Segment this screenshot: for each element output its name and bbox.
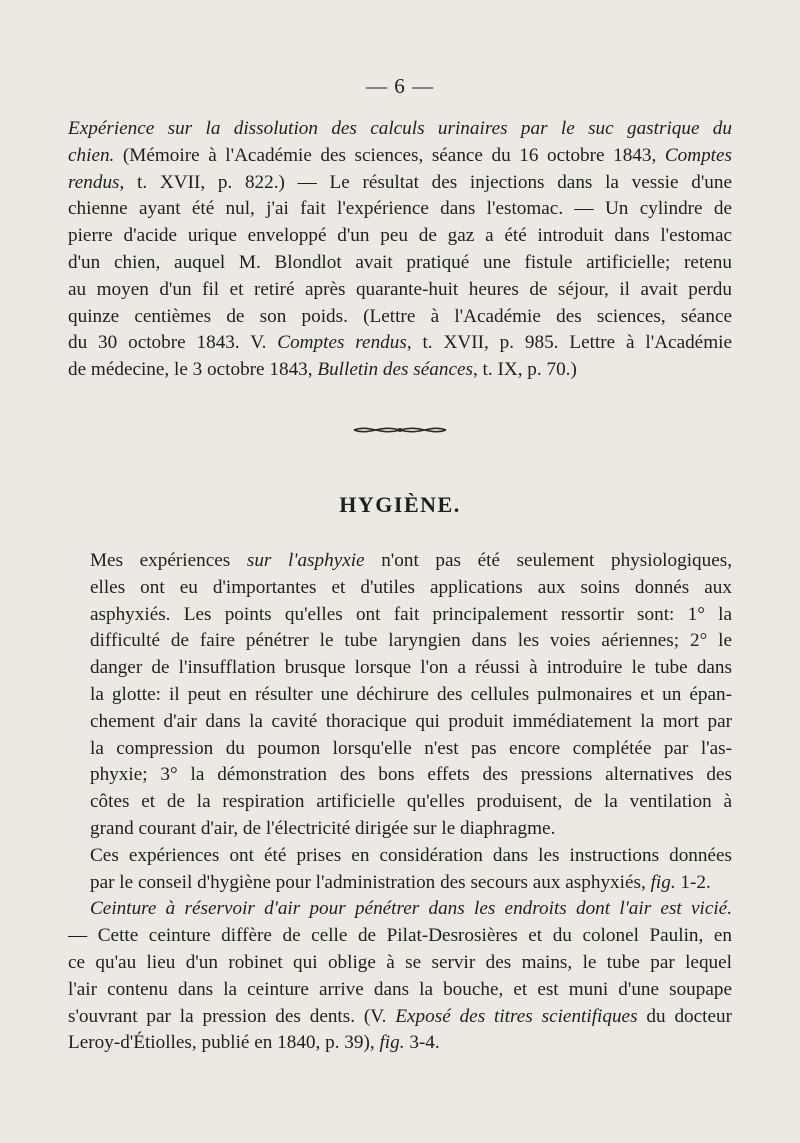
text-line: [68, 250, 732, 277]
text-line: côtes et de la respiration artificielle qu'elles produisent, de la ventilation à: [90, 791, 732, 813]
text-line: [68, 116, 732, 143]
text-line: [68, 896, 732, 923]
text-run: 3-4.: [404, 1032, 440, 1054]
italic-ref: Comptes: [664, 144, 732, 166]
text-line: danger de l'insufflation brusque lorsque l'on a réussi à introduire le tube dans: [90, 657, 732, 679]
text-line: [68, 870, 732, 897]
text-line: [68, 1004, 732, 1031]
text-line: Ces expériences ont été prises en considération dans les instructions données: [90, 844, 732, 866]
italic-title: Ceinture à réservoir d'air pour pénétrer dans les endroits dont l'air est vicié.: [90, 898, 732, 920]
text-line: grand courant d'air, de l'électricité dirigée sur le diaphragme.: [90, 817, 556, 839]
text-run: , t. XVII, p. 985. Lettre à l'Académie: [406, 332, 732, 354]
text-line: ce qu'au lieu d'un robinet qui oblige à se servir des mains, le tube par lequel: [68, 951, 732, 973]
text-run: par le conseil d'hygiène pour l'administration des secours aux asphyxiés,: [90, 871, 651, 893]
text-line: la glotte: il peut en résulter une déchirure des cellules pulmonaires et un épan-: [90, 683, 732, 705]
section-heading: HYGIÈNE.: [339, 492, 461, 517]
text-line: [68, 143, 732, 170]
text-run: Leroy-d'Étiolles, publié en 1840, p. 39),: [68, 1032, 380, 1054]
text-run: d'un chien, auquel M. Blondlot avait pratiqué une fistule artificielle; retenu: [68, 251, 732, 273]
section-body: [68, 548, 732, 1057]
text-line: [68, 1030, 732, 1057]
text-line: elles ont eu d'importantes et d'utiles applications aux soins donnés aux: [90, 576, 732, 598]
text-line: [68, 277, 732, 304]
italic-ref: rendus: [68, 171, 120, 193]
text-run: n'ont pas été seulement physiologiques,: [364, 550, 732, 571]
text-line: [68, 223, 732, 250]
text-line: [68, 196, 732, 223]
text-run: quinze centièmes de son poids. (Lettre à l'Académie des sciences, séance: [68, 305, 732, 327]
paragraph-ceinture: [68, 896, 732, 1057]
text-run: Mes expériences: [90, 550, 247, 571]
text-run: 1-2.: [675, 871, 711, 893]
text-run: , t. IX, p. 70.): [472, 359, 577, 381]
text-run: au moyen d'un fil et retiré après quarante-huit heures de séjour, il avait perdu: [68, 278, 732, 300]
italic-title: Expérience sur la dissolution des calculs urinaires par le suc gastrique du: [68, 118, 732, 139]
text-run: pierre d'acide urique enveloppé d'un peu de gaz a été introduit dans l'estomac: [68, 225, 732, 247]
italic-title: chien.: [68, 144, 115, 166]
text-line: [68, 170, 732, 197]
page-number: — 6 —: [366, 74, 434, 98]
italic-ref: Bulletin des séances: [317, 359, 473, 381]
italic-term: sur l'asphyxie: [246, 550, 365, 571]
italic-ref: Exposé des titres scientifiques: [395, 1005, 638, 1027]
text-line: chement d'air dans la cavité thoracique qui produit immédiatement la mort par: [90, 710, 732, 732]
text-run: s'ouvrant par la pression des dents. (V.: [68, 1005, 396, 1027]
text-run: (Mémoire à l'Académie des sciences, séance du 16 octobre 1843,: [114, 144, 665, 166]
text-line: la compression du poumon lorsqu'elle n'est pas encore complétée par l'as-: [90, 737, 732, 759]
text-run: du 30 octobre 1843. V.: [68, 332, 278, 354]
text-line: phyxie; 3° la démonstration des bons effets des pressions alternatives des: [90, 764, 732, 786]
text-run: chienne ayant été nul, j'ai fait l'expérience dans l'estomac. — Un cylindre de: [68, 198, 732, 220]
text-line: [68, 357, 732, 384]
text-run: , t. XVII, p. 822.) — Le résultat des injections dans la vessie d'une: [119, 171, 732, 193]
text-line: [68, 304, 732, 331]
italic-fig: fig.: [650, 871, 676, 893]
paragraph-calculs: [68, 116, 732, 384]
text-line: [68, 548, 732, 575]
text-run: du docteur: [637, 1005, 732, 1027]
italic-fig: fig.: [379, 1032, 405, 1054]
paragraph-asphyxie: [68, 548, 732, 843]
text-run: de médecine, le 3 octobre 1843,: [68, 359, 318, 381]
text-line: difficulté de faire pénétrer le tube laryngien dans les voies aériennes; 2° le: [90, 630, 732, 652]
text-line: l'air contenu dans la ceinture arrive dans la bouche, et est muni d'une soupape: [68, 978, 732, 1000]
text-line: [68, 330, 732, 357]
italic-ref: Comptes rendus: [277, 332, 407, 354]
paragraph-instructions: [68, 843, 732, 897]
ornament-divider: [350, 422, 450, 438]
text-line: — Cette ceinture diffère de celle de Pilat-Desrosières et du colonel Paulin, en: [68, 925, 732, 947]
text-line: asphyxiés. Les points qu'elles ont fait principalement ressortir sont: 1° la: [90, 603, 732, 625]
